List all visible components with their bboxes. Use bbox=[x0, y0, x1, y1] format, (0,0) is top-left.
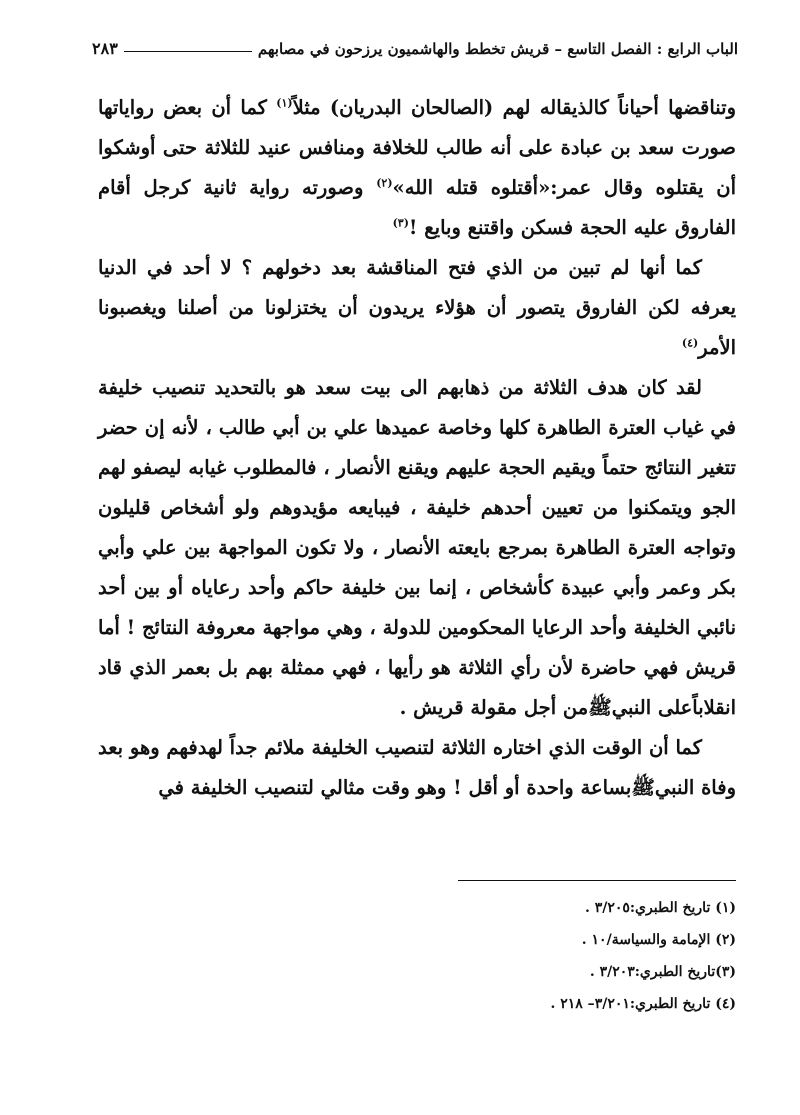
footnote-item: (١) تاريخ الطبري:٣/٢٠٥ . bbox=[584, 900, 736, 916]
body-text bbox=[98, 88, 736, 808]
running-header bbox=[92, 30, 738, 58]
paragraph-text: وصورته رواية ثانية كرجل أقام الفاروق عليه الحجة فسكن واقتنع وبايع ! bbox=[98, 176, 736, 239]
paragraph-text: كما أن الوقت الذي اختاره الثلاثة لتنصيب الخليفة ملائم جداً لهدفهم وهو بعد وفاة النبيﷺبساعة واحدة أو أقل ! وهو وقت مثالي لتنصيب الخليفة في bbox=[98, 736, 736, 799]
footnote-marker[interactable]: (٤) bbox=[681, 336, 699, 350]
paragraph bbox=[98, 728, 736, 808]
paragraph-text: وتناقضها أحياناً كالذيقاله لهم (الصالحان البدريان) مثلاً bbox=[292, 96, 737, 119]
chapter-title: الباب الرابع : الفصل التاسع – قريش تخطط والهاشميون يرزحون في مصابهم bbox=[257, 40, 738, 58]
paragraph bbox=[98, 88, 736, 248]
header-dotted-rule bbox=[124, 51, 252, 52]
footnote-item: (٢) الإمامة والسياسة/١٠ . bbox=[581, 932, 736, 948]
footnote-marker[interactable]: (٣) bbox=[392, 216, 409, 230]
paragraph bbox=[98, 248, 736, 368]
paragraph-text: لقد كان هدف الثلاثة من ذهابهم الى بيت سعد هو بالتحديد تنصيب خليفة في غياب العترة الطاهرة كلها وخاصة عميدها علي بن أبي طالب ، لأنه إن حضر تتغير النتائج حتماً ويقيم الحجة عليهم ويقنع الأنصار ، فالمطلوب غيابه ليصفو لهم الجو ويتمكنوا من تعيين أحدهم خليفة ، فيبايعه مؤيدوهم ولو أشخاص قليلون وتواجه العترة الطاهرة بمرجع بايعته الأنصار ، ولا تكون المواجهة بين علي وأبي بكر وعمر وأبي عبيدة كأشخاص ، إنما بين خليفة حاكم وأحد رعاياه أو بين أحد نائبي الخليفة وأحد الرعايا المحكومين للدولة ، وهي مواجهة معروفة النتائج ! أما قريش فهي حاضرة لأن رأي الثلاثة هو رأيها ، فهي ممثلة بهم بل بعمر الذي قاد انقلاباًعلى النبيﷺمن أجل مقولة قريش . bbox=[98, 376, 736, 719]
footnote-item: (٤) تاريخ الطبري:٣/٢٠١– ٢١٨ . bbox=[550, 996, 736, 1012]
paragraph-text: كما أنها لم تبين من الذي فتح المناقشة بعد دخولهم ؟ لا أحد في الدنيا يعرفه لكن الفاروق يتصور أن هؤلاء يريدون أن يختزلونا من أصلنا ويغصبونا الأمر bbox=[98, 256, 736, 359]
page-number: ٢٨٣ bbox=[92, 39, 118, 58]
footnote-marker[interactable]: (١) bbox=[276, 96, 293, 110]
paragraph-text: كما أن بعض رواياتها صورت سعد بن عبادة على أنه طالب للخلافة ومنافس عنيد للثلاثة حتى أوشكوا أن يقتلوه وقال عمر:«أقتلوه قتله الله» bbox=[98, 96, 736, 199]
paragraph bbox=[98, 368, 736, 728]
footnote-marker[interactable]: (٢) bbox=[376, 176, 393, 190]
footnote-item: (٣)تاريخ الطبري:٣/٢٠٣ . bbox=[589, 964, 736, 980]
footnotes-list bbox=[316, 892, 736, 1020]
footnote-separator bbox=[458, 880, 736, 881]
